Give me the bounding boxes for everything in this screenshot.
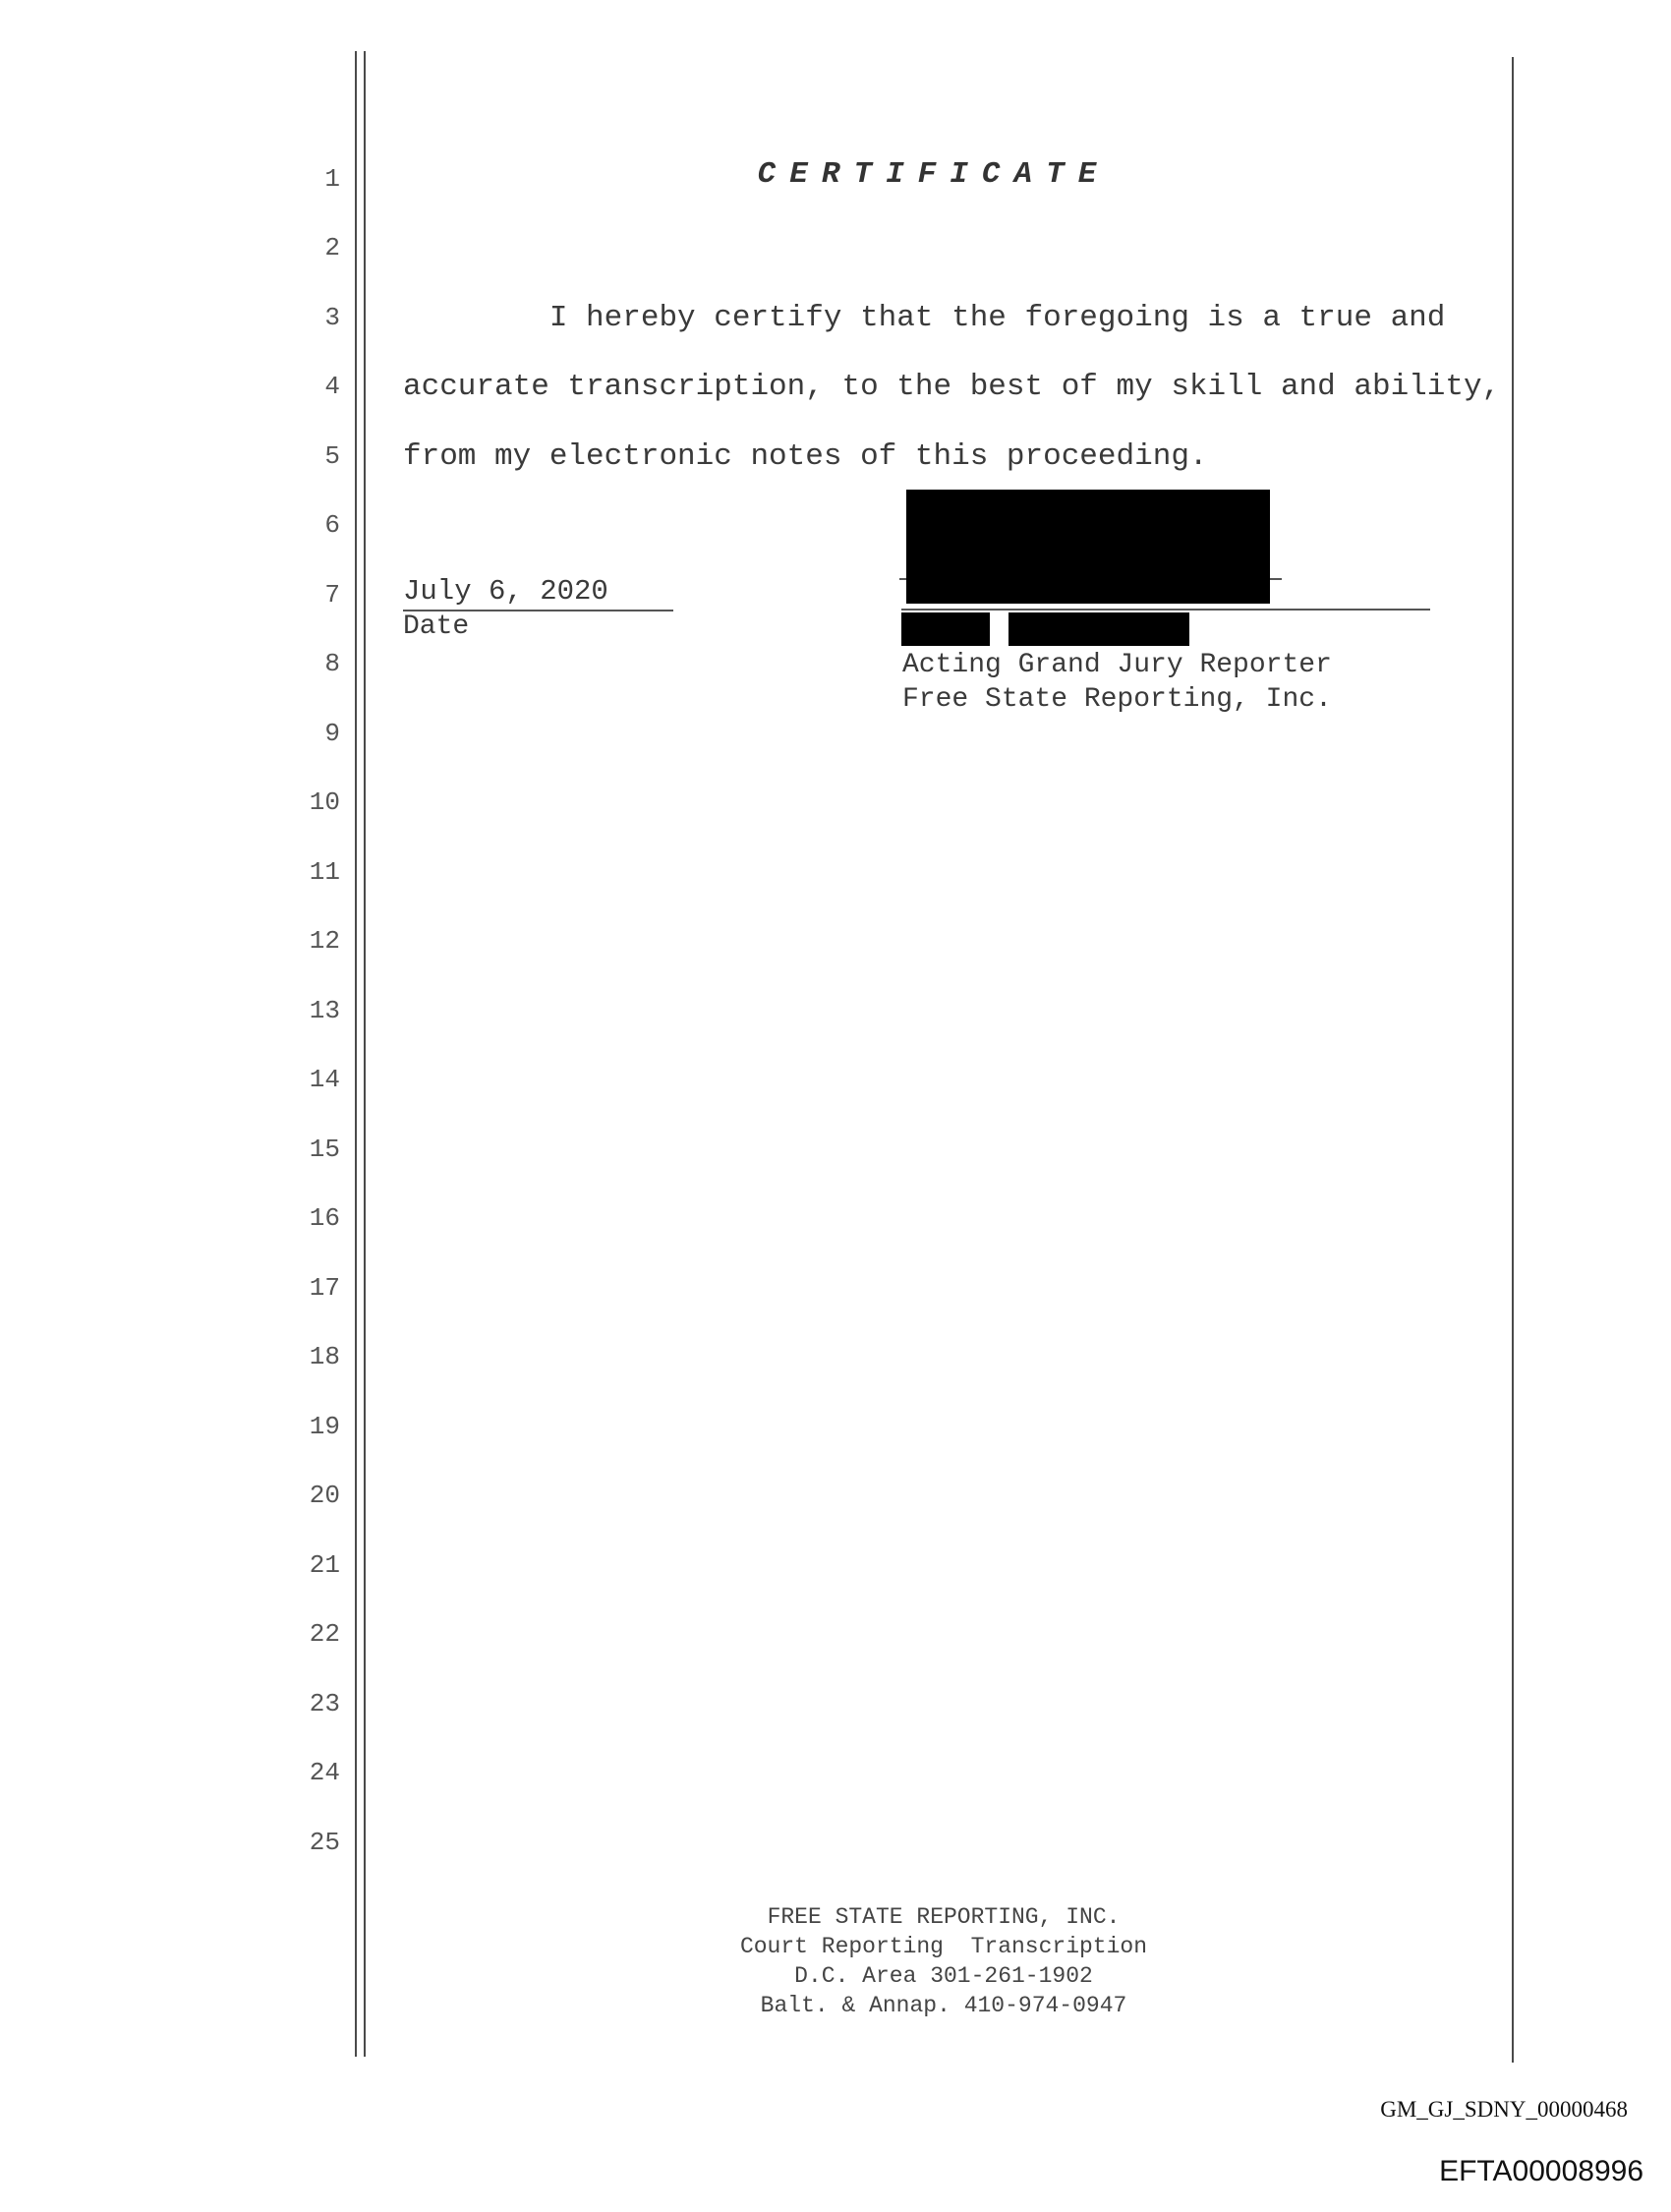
line-number: 12: [309, 926, 340, 956]
line-number: 23: [309, 1689, 340, 1718]
certification-text-line: I hereby certify that the foregoing is a true and: [403, 301, 1446, 335]
line-number: 7: [324, 580, 340, 610]
line-number: 13: [309, 996, 340, 1025]
line-number: 9: [324, 719, 340, 748]
line-number: 19: [309, 1412, 340, 1441]
line-number: 20: [309, 1481, 340, 1510]
footer-dc-phone: D.C. Area 301-261-1902: [794, 1963, 1093, 1989]
line-number: 16: [309, 1203, 340, 1233]
line-number: 22: [309, 1619, 340, 1649]
line-number: 5: [324, 441, 340, 471]
left-margin-rule-inner: [364, 51, 366, 2057]
redacted-reporter-last-name: [1008, 612, 1189, 646]
date-label: Date: [403, 611, 470, 642]
line-number: 2: [324, 233, 340, 262]
reporting-company-footer: [590, 1902, 1297, 2020]
redacted-signature-block: [906, 490, 1270, 604]
line-number: 11: [309, 857, 340, 887]
line-number: 18: [309, 1342, 340, 1371]
line-number: 3: [324, 303, 340, 332]
redacted-reporter-first-name: [901, 612, 990, 646]
efta-number: EFTA00008996: [1439, 2155, 1643, 2187]
footer-services: Court Reporting Transcription: [739, 1934, 1148, 1959]
line-number: 15: [309, 1135, 340, 1164]
footer-balt-phone: Balt. & Annap. 410-974-0947: [760, 1993, 1127, 2018]
line-number: 17: [309, 1273, 340, 1303]
footer-company-name: FREE STATE REPORTING, INC.: [767, 1904, 1121, 1930]
certification-text-line: accurate transcription, to the best of my skill and ability,: [403, 370, 1501, 404]
reporter-title: Acting Grand Jury Reporter: [902, 650, 1332, 680]
line-number: 1: [324, 164, 340, 194]
line-number: 6: [324, 510, 340, 540]
line-number: 24: [309, 1758, 340, 1787]
signature-line-tick: [1270, 578, 1282, 580]
certificate-title: CERTIFICATE: [757, 157, 1111, 192]
line-number: 8: [324, 649, 340, 678]
line-number: 21: [309, 1550, 340, 1580]
line-number: 25: [309, 1828, 340, 1857]
line-number: 4: [324, 372, 340, 401]
line-number: 10: [309, 787, 340, 817]
bates-number: GM_GJ_SDNY_00000468: [1380, 2097, 1628, 2122]
right-margin-rule: [1512, 57, 1514, 2063]
left-margin-rule: [355, 51, 357, 2057]
reporter-company: Free State Reporting, Inc.: [902, 684, 1332, 715]
signature-date: July 6, 2020: [403, 575, 608, 608]
certification-text-line: from my electronic notes of this proceeding.: [403, 439, 1208, 474]
line-number: 14: [309, 1065, 340, 1094]
reporter-signature-line: [901, 609, 1430, 611]
